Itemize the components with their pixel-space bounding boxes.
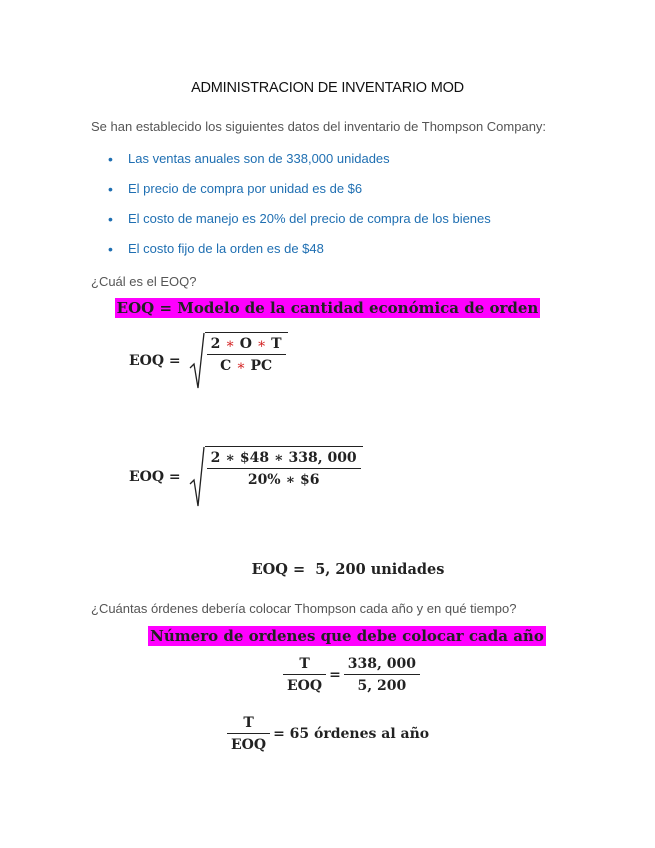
fraction-numerator: 2 ∗ $48 ∗ 338, 000 [210, 450, 357, 466]
orders-result [227, 715, 429, 753]
orders-result-value: = 65 órdenes al año [273, 726, 430, 742]
equals-sign: = [329, 667, 341, 683]
question-orders: ¿Cuántas órdenes debería colocar Thompson cada año y en qué tiempo? [91, 601, 517, 616]
heading-eoq-text: EOQ = Modelo de la cantidad económica de orden [116, 299, 539, 317]
eoq-substituted-formula [129, 446, 363, 508]
formula-term: C [220, 358, 232, 374]
eoq-substituted-lhs: EOQ = [129, 469, 181, 485]
orders-fraction-right [344, 656, 420, 694]
heading-orders-text: Número de ordenes que debe colocar cada año [150, 627, 544, 645]
formula-term: T [271, 336, 282, 352]
formula-term: 2 [210, 336, 221, 352]
list-item: • El costo fijo de la orden es de $48 [108, 240, 491, 270]
eoq-result: EOQ = 5, 200 unidades [251, 561, 445, 578]
multiply-operator: ∗ [256, 336, 267, 352]
orders-fraction-left [283, 656, 326, 694]
eoq-fraction [207, 336, 286, 374]
radical-sign-icon [189, 446, 205, 508]
intro-paragraph: Se han establecido los siguientes datos del inventario de Thompson Company: [91, 119, 547, 134]
heading-orders [0, 627, 655, 645]
fraction-numerator: 338, 000 [347, 656, 416, 672]
list-item: • El costo de manejo es 20% del precio de compra de los bienes [108, 210, 491, 240]
multiply-operator: ∗ [236, 358, 246, 374]
fraction-denominator: EOQ [227, 733, 270, 753]
list-item: • Las ventas anuales son de 338,000 unidades [108, 150, 491, 180]
fraction-denominator: EOQ [283, 674, 326, 694]
list-item: • El precio de compra por unidad es de $6 [108, 180, 491, 210]
radical [189, 332, 288, 390]
data-list [108, 150, 491, 270]
question-eoq: ¿Cuál es el EOQ? [91, 274, 197, 289]
fraction-denominator: 5, 200 [344, 674, 420, 694]
radical-sign-icon [189, 332, 205, 390]
eoq-formula [129, 332, 288, 390]
fraction-numerator: T [299, 656, 310, 672]
heading-eoq [0, 299, 655, 317]
eoq-substituted-fraction [207, 450, 361, 488]
formula-term: PC [250, 358, 273, 374]
orders-formula [283, 656, 420, 694]
orders-result-fraction [227, 715, 270, 753]
formula-term: O [239, 336, 252, 352]
radical [189, 446, 363, 508]
fraction-numerator: T [243, 715, 254, 731]
page-title: ADMINISTRACION DE INVENTARIO MOD [191, 80, 464, 96]
fraction-denominator: 20% ∗ $6 [207, 468, 361, 488]
eoq-formula-lhs: EOQ = [129, 353, 181, 369]
multiply-operator: ∗ [225, 336, 235, 352]
